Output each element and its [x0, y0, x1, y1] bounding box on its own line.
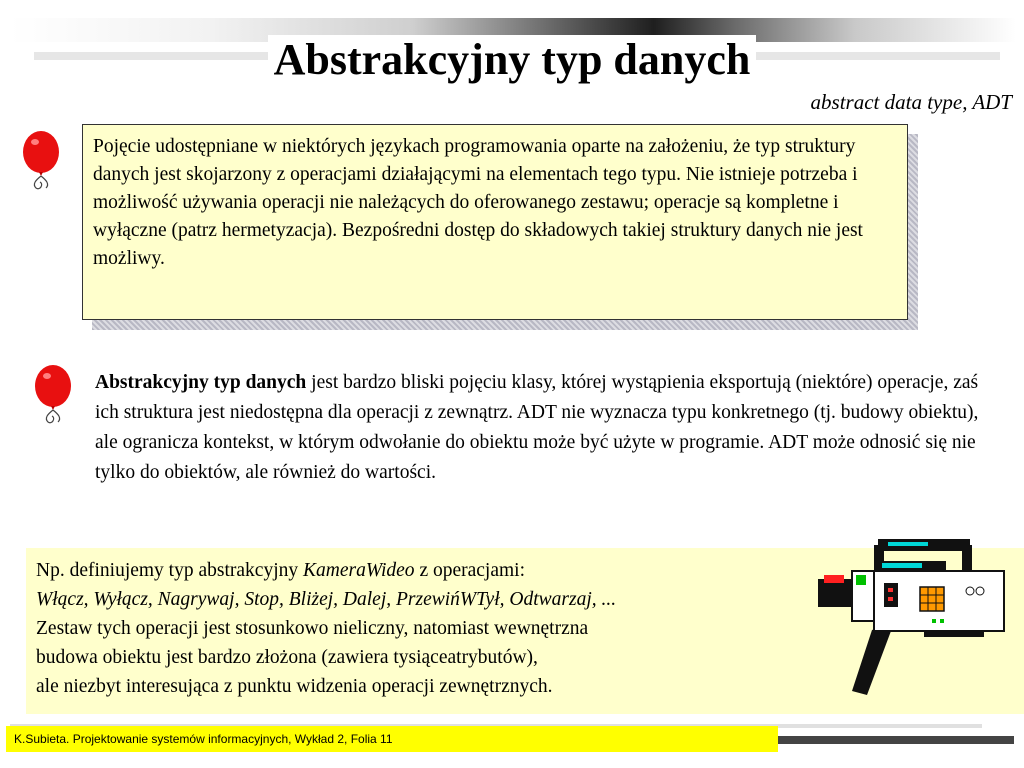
example-line-1-prefix: Np. definiujemy typ abstrakcyjny: [36, 560, 303, 581]
example-line-1-suffix: z operacjami:: [414, 560, 526, 581]
page-title-text: Abstrakcyjny typ danych: [268, 35, 757, 84]
page-subtitle: abstract data type, ADT: [810, 90, 1012, 114]
balloon-icon: [30, 362, 76, 428]
example-line-5: ale niezbyt interesująca z punktu widzenia operacji zewnętrznych.: [36, 676, 553, 697]
definition-box: Pojęcie udostępniane w niektórych językach programowania oparte na założeniu, że typ struktury danych jest skojarzony z operacjami działającymi na elementach tego typu. Nie istnieje potrzeba i możliwość używania operacji nie należących do oferowanego zestawu; operacje są kompletne i wyłączne (patrz hermetyzacja). Bezpośredni dostęp do składowych takiej struktury danych nie jest możliwy.: [82, 124, 908, 320]
adt-paragraph: [95, 368, 995, 488]
balloon-icon: [18, 128, 64, 194]
example-operations: Włącz, Wyłącz, Nagrywaj, Stop, Bliżej, Dalej, PrzewińWTył, Odtwarzaj, ...: [36, 589, 617, 610]
example-type-name: KameraWideo: [302, 560, 415, 581]
example-line-3: Zestaw tych operacji jest stosunkowo nieliczny, natomiast wewnętrzna: [36, 618, 589, 639]
video-camera-icon: [812, 535, 1012, 705]
example-line-4: budowa obiektu jest bardzo złożona (zawiera tysiąceatrybutów),: [36, 647, 538, 668]
footer-caption: K.Subieta. Projektowanie systemów informacyjnych, Wykład 2, Folia 11: [6, 726, 778, 752]
page-title: [0, 35, 1024, 84]
adt-paragraph-lead: Abstrakcyjny typ danych: [95, 372, 307, 393]
footer-dark-bar: [776, 736, 1014, 744]
adt-paragraph-text: jest bardzo bliski pojęciu klasy, której wystąpienia eksportują (niektóre) operacje, zaś ich struktura jest niedostępna dla operacji z zewnątrz. ADT nie wyznacza typu konkretnego (tj. budowy obiektu), ale ogranicza kontekst, w którym odwołanie do obiektu może być użyte w programie. ADT może odnosić się nie tylko do obiektów, ale również do wartości.: [95, 372, 979, 483]
